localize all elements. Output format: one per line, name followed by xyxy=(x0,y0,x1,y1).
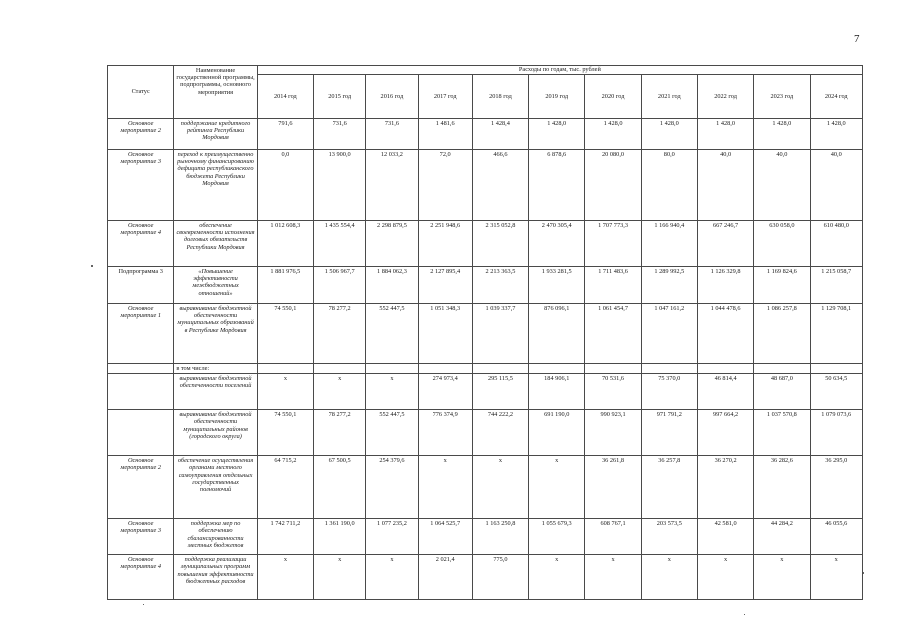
row-value: 74 550,1 xyxy=(257,410,313,456)
row-value: 2 251 948,6 xyxy=(418,221,472,267)
row-value: х xyxy=(472,456,528,519)
row-value: 630 058,0 xyxy=(754,221,810,267)
row-value: 1 742 711,2 xyxy=(257,519,313,555)
row-value: 552 447,5 xyxy=(366,410,418,456)
row-value: 0,0 xyxy=(257,150,313,221)
row-value: 1 039 337,7 xyxy=(472,304,528,364)
row-value: 1 169 824,6 xyxy=(754,267,810,304)
row-status: Основное мероприятие 3 xyxy=(108,150,174,221)
row-value: 1 163 250,8 xyxy=(472,519,528,555)
row-value: 552 447,5 xyxy=(366,304,418,364)
row-value: х xyxy=(366,374,418,410)
row-value: х xyxy=(314,555,366,600)
row-value: 36 261,8 xyxy=(585,456,641,519)
row-value: 78 277,2 xyxy=(314,410,366,456)
row-value: х xyxy=(257,555,313,600)
row-status: Основное мероприятие 2 xyxy=(108,456,174,519)
table-row xyxy=(108,221,863,267)
row-value: 1 079 073,6 xyxy=(810,410,862,456)
row-name: в том числе: xyxy=(174,364,257,374)
header-year: 2020 год xyxy=(585,75,641,119)
row-status: Основное мероприятие 3 xyxy=(108,519,174,555)
row-value: 254 379,6 xyxy=(366,456,418,519)
row-value xyxy=(418,364,472,374)
row-status: Основное мероприятие 1 xyxy=(108,304,174,364)
row-value: 876 096,1 xyxy=(529,304,585,364)
row-value: 6 878,6 xyxy=(529,150,585,221)
row-value: 1 435 554,4 xyxy=(314,221,366,267)
table-row xyxy=(108,456,863,519)
row-value xyxy=(366,364,418,374)
row-value: 70 531,6 xyxy=(585,374,641,410)
row-value: 1 884 062,3 xyxy=(366,267,418,304)
row-value: 1 047 161,2 xyxy=(641,304,697,364)
row-value: 731,6 xyxy=(366,119,418,150)
header-year: 2024 год xyxy=(810,75,862,119)
row-value: 64 715,2 xyxy=(257,456,313,519)
row-value: 1 064 525,7 xyxy=(418,519,472,555)
header-year: 2019 год xyxy=(529,75,585,119)
row-value: х xyxy=(697,555,753,600)
row-value: 40,0 xyxy=(754,150,810,221)
row-value: 691 190,0 xyxy=(529,410,585,456)
row-value: 791,6 xyxy=(257,119,313,150)
header-year: 2014 год xyxy=(257,75,313,119)
row-name: «Повышение эффективности межбюджетных отношений» xyxy=(174,267,257,304)
row-value: 2 213 363,5 xyxy=(472,267,528,304)
row-value: х xyxy=(585,555,641,600)
row-value: 48 687,0 xyxy=(754,374,810,410)
row-value: 274 973,4 xyxy=(418,374,472,410)
row-status: Основное мероприятие 4 xyxy=(108,555,174,600)
row-value xyxy=(314,364,366,374)
row-value: 1 428,0 xyxy=(641,119,697,150)
table-row xyxy=(108,555,863,600)
row-name: переход к преимущественно рыночному финансированию дефицита республиканского бюджета Республики Мордовия xyxy=(174,150,257,221)
row-value xyxy=(529,364,585,374)
row-value: 997 664,2 xyxy=(697,410,753,456)
row-value: 971 791,2 xyxy=(641,410,697,456)
row-name: поддержание кредитного рейтинга Республики Мордовия xyxy=(174,119,257,150)
budget-table xyxy=(107,65,863,600)
row-name: обеспечение осуществления органами местного самоуправления отдельных государственных полномочий xyxy=(174,456,257,519)
table-row xyxy=(108,364,863,374)
header-year: 2021 год xyxy=(641,75,697,119)
row-value: х xyxy=(529,456,585,519)
row-value: 1 711 483,6 xyxy=(585,267,641,304)
row-value: 36 257,8 xyxy=(641,456,697,519)
row-value: 1 428,0 xyxy=(697,119,753,150)
row-value: 1 933 281,5 xyxy=(529,267,585,304)
row-value: 1 086 257,8 xyxy=(754,304,810,364)
row-name: поддержка мер по обеспечению сбалансированности местных бюджетов xyxy=(174,519,257,555)
header-year: 2022 год xyxy=(697,75,753,119)
row-value: 608 767,1 xyxy=(585,519,641,555)
row-value: 1 481,6 xyxy=(418,119,472,150)
row-value: 72,0 xyxy=(418,150,472,221)
row-value: 2 021,4 xyxy=(418,555,472,600)
row-value: 1 012 608,3 xyxy=(257,221,313,267)
row-value: 36 282,6 xyxy=(754,456,810,519)
row-value xyxy=(810,364,862,374)
row-value: 46 814,4 xyxy=(697,374,753,410)
row-value: 1 044 478,6 xyxy=(697,304,753,364)
row-value: 1 166 940,4 xyxy=(641,221,697,267)
row-value: 744 222,2 xyxy=(472,410,528,456)
row-value xyxy=(641,364,697,374)
row-value: 42 581,0 xyxy=(697,519,753,555)
row-value: 46 055,6 xyxy=(810,519,862,555)
row-value: 990 923,1 xyxy=(585,410,641,456)
row-value xyxy=(697,364,753,374)
row-status xyxy=(108,374,174,410)
row-value: 2 470 305,4 xyxy=(529,221,585,267)
header-year: 2018 год xyxy=(472,75,528,119)
header-year: 2016 год xyxy=(366,75,418,119)
table-row xyxy=(108,519,863,555)
row-name: поддержка реализации муниципальных программ повышения эффективности бюджетных расходов xyxy=(174,555,257,600)
row-name: выравнивание бюджетной обеспеченности муниципальных образований в Республике Мордовия xyxy=(174,304,257,364)
row-value: 2 127 895,4 xyxy=(418,267,472,304)
row-value: 2 298 879,5 xyxy=(366,221,418,267)
row-value: 40,0 xyxy=(810,150,862,221)
row-value: 775,0 xyxy=(472,555,528,600)
row-value: 50 634,5 xyxy=(810,374,862,410)
row-status: Подпрограмма 3 xyxy=(108,267,174,304)
table-row xyxy=(108,304,863,364)
row-value: 1 428,0 xyxy=(585,119,641,150)
row-status xyxy=(108,410,174,456)
table-row xyxy=(108,119,863,150)
row-value xyxy=(754,364,810,374)
table-row xyxy=(108,374,863,410)
table-row xyxy=(108,150,863,221)
row-value: 1 881 976,5 xyxy=(257,267,313,304)
row-value: 1 061 454,7 xyxy=(585,304,641,364)
table-row xyxy=(108,267,863,304)
table-row xyxy=(108,410,863,456)
row-value: 731,6 xyxy=(314,119,366,150)
row-value: 1 428,0 xyxy=(810,119,862,150)
row-value: 667 246,7 xyxy=(697,221,753,267)
row-value: х xyxy=(366,555,418,600)
row-value: 1 077 235,2 xyxy=(366,519,418,555)
row-name: выравнивание бюджетной обеспеченности муниципальных районов (городского округа) xyxy=(174,410,257,456)
header-year: 2015 год xyxy=(314,75,366,119)
row-value: 44 284,2 xyxy=(754,519,810,555)
row-value: х xyxy=(641,555,697,600)
row-value: 1 707 773,3 xyxy=(585,221,641,267)
row-value: 36 295,0 xyxy=(810,456,862,519)
row-value: 1 126 329,8 xyxy=(697,267,753,304)
row-value: 2 315 052,8 xyxy=(472,221,528,267)
row-value: 36 270,2 xyxy=(697,456,753,519)
row-name: выравнивание бюджетной обеспеченности поселений xyxy=(174,374,257,410)
row-value: 40,0 xyxy=(697,150,753,221)
row-value xyxy=(585,364,641,374)
row-value xyxy=(257,364,313,374)
header-year: 2017 год xyxy=(418,75,472,119)
row-value: 1 506 967,7 xyxy=(314,267,366,304)
header-year: 2023 год xyxy=(754,75,810,119)
scan-speck xyxy=(143,604,144,605)
row-value: х xyxy=(418,456,472,519)
row-value: 610 480,0 xyxy=(810,221,862,267)
row-value: х xyxy=(314,374,366,410)
header-expenses-group: Расходы по годам, тыс. рублей xyxy=(257,66,862,75)
row-value: 1 037 570,8 xyxy=(754,410,810,456)
row-value: 75 370,0 xyxy=(641,374,697,410)
row-value: х xyxy=(754,555,810,600)
row-name: обеспечение своевременности исполнения долговых обязательств Республики Мордовия xyxy=(174,221,257,267)
page-number: 7 xyxy=(854,33,860,45)
row-value: 1 428,0 xyxy=(529,119,585,150)
row-value: 466,6 xyxy=(472,150,528,221)
row-value: 776 374,9 xyxy=(418,410,472,456)
row-status: Основное мероприятие 4 xyxy=(108,221,174,267)
row-value: 1 129 708,1 xyxy=(810,304,862,364)
row-value: 13 900,0 xyxy=(314,150,366,221)
row-value: 1 051 348,3 xyxy=(418,304,472,364)
scan-speck xyxy=(91,265,93,267)
row-value: 1 289 992,5 xyxy=(641,267,697,304)
header-status: Статус xyxy=(108,66,174,119)
row-status: Основное мероприятие 2 xyxy=(108,119,174,150)
header-name: Наименование государственной программы, подпрограммы, основного мероприятия xyxy=(174,66,257,119)
row-value: 74 550,1 xyxy=(257,304,313,364)
row-status xyxy=(108,364,174,374)
row-value: 1 428,0 xyxy=(754,119,810,150)
row-value: 184 906,1 xyxy=(529,374,585,410)
row-value: х xyxy=(529,555,585,600)
row-value: 203 573,5 xyxy=(641,519,697,555)
row-value: 67 500,5 xyxy=(314,456,366,519)
scan-speck xyxy=(744,614,745,615)
row-value: 1 215 058,7 xyxy=(810,267,862,304)
row-value: 80,0 xyxy=(641,150,697,221)
row-value: 295 115,5 xyxy=(472,374,528,410)
row-value: 1 428,4 xyxy=(472,119,528,150)
row-value: 20 080,0 xyxy=(585,150,641,221)
row-value: 78 277,2 xyxy=(314,304,366,364)
row-value: х xyxy=(257,374,313,410)
row-value: 1 361 190,0 xyxy=(314,519,366,555)
row-value: 12 033,2 xyxy=(366,150,418,221)
row-value xyxy=(472,364,528,374)
row-value: х xyxy=(810,555,862,600)
row-value: 1 055 679,3 xyxy=(529,519,585,555)
